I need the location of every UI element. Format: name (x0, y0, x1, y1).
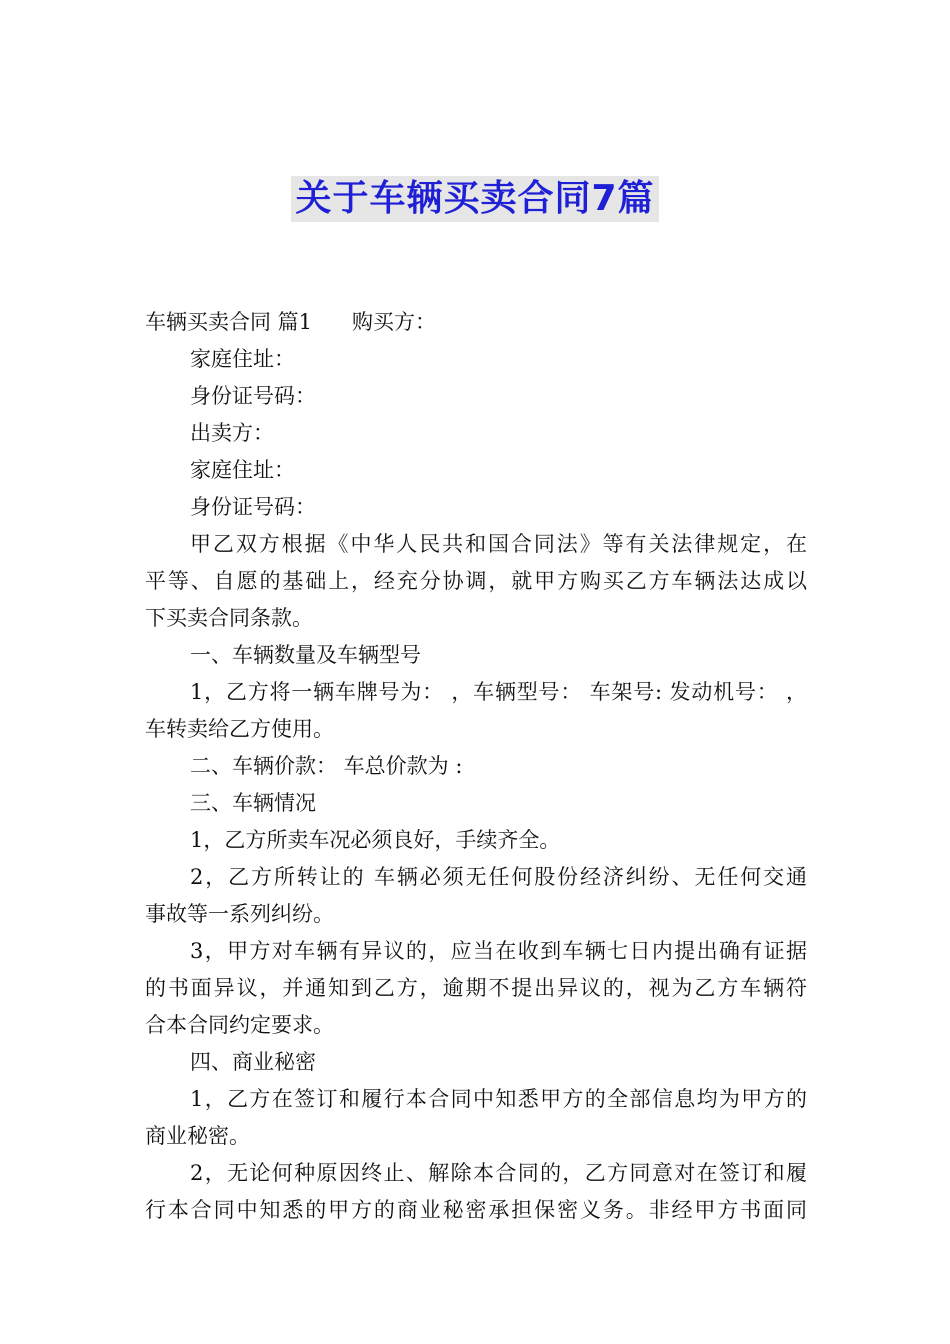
paragraph-line: 车转卖给乙方使用。 (145, 717, 334, 741)
seller-id-line: 身份证号码： (190, 495, 316, 519)
paragraph-line: 行本合同中知悉的甲方的商业秘密承担保密义务。非经甲方书面同 (145, 1198, 807, 1222)
paragraph-line: 事故等一系列纠纷。 (145, 902, 334, 926)
document-title: 关于车辆买卖合同7篇 (291, 176, 658, 222)
paragraph-line: 合本合同约定要求。 (145, 1013, 334, 1037)
paragraph-line: 的书面异议，并通知到乙方，逾期不提出异议的，视为乙方车辆符 (145, 976, 807, 1000)
paragraph-line: 1，乙方在签订和履行本合同中知悉甲方的全部信息均为甲方的 (190, 1087, 807, 1111)
paragraph-line: 2，乙方所转让的 车辆必须无任何股份经济纠纷、无任何交通 (190, 865, 807, 889)
document-body (145, 304, 807, 1229)
heading-line (145, 304, 807, 341)
title-container (0, 176, 950, 222)
paragraph-line: 2，无论何种原因终止、解除本合同的，乙方同意对在签订和履 (190, 1161, 807, 1185)
paragraph-line: 平等、自愿的基础上，经充分协调，就甲方购买乙方车辆法达成以 (145, 569, 807, 593)
buyer-address-line: 家庭住址： (190, 347, 295, 371)
section-heading: 二、车辆价款： 车总价款为 : (190, 754, 463, 778)
section-heading: 三、车辆情况 (190, 791, 316, 815)
paragraph-line: 下买卖合同条款。 (145, 606, 313, 630)
seller-label-line: 出卖方： (190, 421, 274, 445)
buyer-id-line: 身份证号码： (190, 384, 316, 408)
buyer-label: 购买方： (352, 310, 437, 334)
section-heading: 四、商业秘密 (190, 1050, 316, 1074)
section-heading: 一、车辆数量及车辆型号 (190, 643, 421, 667)
paragraph-line: 甲乙双方根据《中华人民共和国合同法》等有关法律规定，在 (190, 532, 807, 556)
paragraph-line: 1，乙方所卖车况必须良好，手续齐全。 (190, 828, 561, 852)
paragraph-line: 1，乙方将一辆车牌号为： ，车辆型号： 车架号: 发动机号： ， (190, 680, 807, 704)
section-label: 车辆买卖合同 篇1 (145, 310, 313, 334)
seller-address-line: 家庭住址： (190, 458, 295, 482)
paragraph-line: 商业秘密。 (145, 1124, 250, 1148)
paragraph-line: 3，甲方对车辆有异议的，应当在收到车辆七日内提出确有证据 (190, 939, 807, 963)
